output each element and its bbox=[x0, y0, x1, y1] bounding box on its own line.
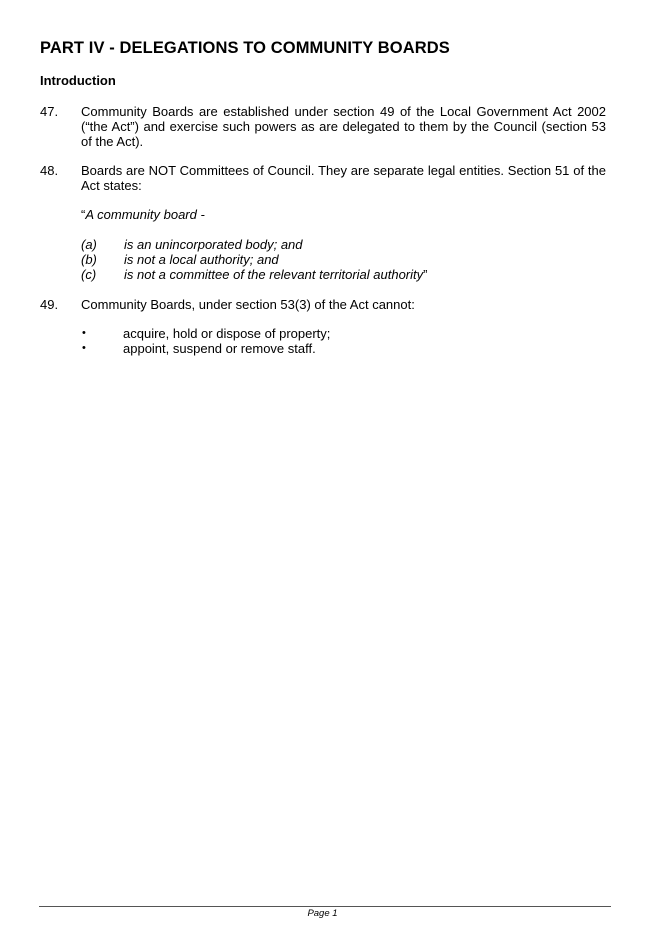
paragraph-number: 49. bbox=[40, 297, 59, 312]
quote-item-text: is an unincorporated body; and bbox=[124, 237, 303, 252]
list-item-text: acquire, hold or dispose of property; bbox=[123, 326, 331, 341]
quote-item-text-wrapper bbox=[124, 267, 427, 282]
quote-intro bbox=[81, 207, 205, 222]
paragraph-49 bbox=[40, 297, 606, 312]
paragraph-text: Boards are NOT Committees of Council. They are separate legal entities. Section 51 of the Act states: bbox=[81, 163, 606, 193]
paragraph-number: 47. bbox=[40, 104, 59, 119]
paragraph-text: Community Boards, under section 53(3) of the Act cannot: bbox=[81, 297, 415, 312]
paragraph-text: Community Boards are established under section 49 of the Local Government Act 2002 (“the Act”) and exercise such powers as are delegated to them by the Council (section 53 of the Act). bbox=[81, 104, 606, 149]
quote-item-marker: (b) bbox=[81, 252, 97, 267]
quote-close-mark: ” bbox=[423, 267, 428, 282]
paragraph-47 bbox=[40, 104, 606, 149]
quote-item-text: is not a committee of the relevant territorial authority bbox=[124, 267, 424, 282]
quote-item-marker: (a) bbox=[81, 237, 97, 252]
quote-item-text: is not a local authority; and bbox=[124, 252, 279, 267]
page-title: PART IV - DELEGATIONS TO COMMUNITY BOARDS bbox=[40, 39, 450, 57]
quote-open-mark: “ bbox=[81, 207, 86, 222]
bullet-icon: • bbox=[82, 342, 86, 354]
paragraph-number: 48. bbox=[40, 163, 59, 178]
footer-divider bbox=[39, 906, 611, 907]
quote-intro-text: A community board - bbox=[85, 207, 205, 222]
list-item-text: appoint, suspend or remove staff. bbox=[123, 341, 316, 356]
quote-item-marker: (c) bbox=[81, 267, 97, 282]
section-heading-introduction: Introduction bbox=[40, 73, 116, 88]
bullet-icon: • bbox=[82, 327, 86, 339]
page-number: Page 1 bbox=[307, 908, 338, 919]
paragraph-48 bbox=[40, 163, 606, 193]
